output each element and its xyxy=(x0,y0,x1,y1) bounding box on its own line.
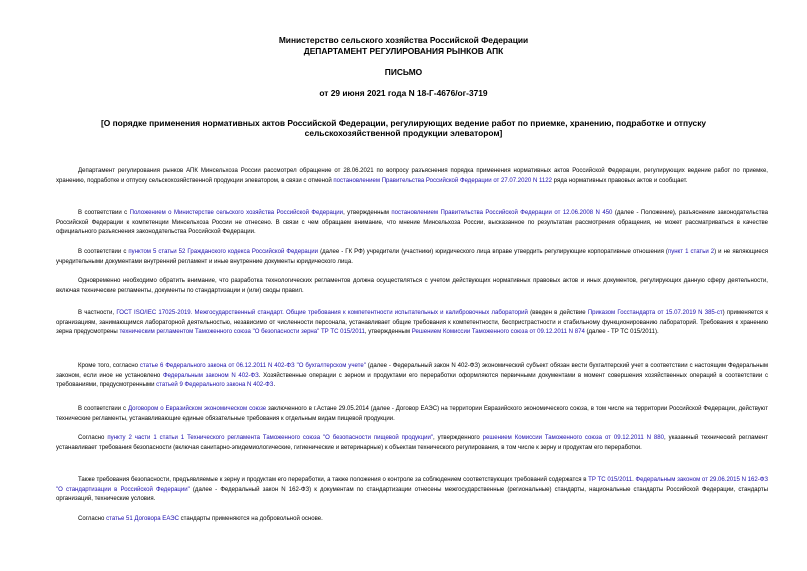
paragraph-text: Департамент регулирования рынков АПК Минсельхоза России рассмотрел обращение от 28.06.2021 по вопросу разъяснения порядка применения нормативных актов Российской Федерации, регулирующих ведение работ по приемке, хранению, подработке и отпуску сельскохозяйственной продукции элеватором, в связи с отменой xyxy=(56,168,768,184)
document-date-number: от 29 июня 2021 года N 18-Г-4676/ог-3719 xyxy=(319,88,488,98)
paragraph xyxy=(56,277,768,296)
paragraph-text: Одновременно необходимо обратить внимание, что разработка технологических регламентов должна осуществляться с учетом действующих нормативных правовых актов и иных документов, регулирующих данную сферу деятельности, включая технические регламенты, документы по стандартизации и (или) своды правил. xyxy=(56,278,768,294)
paragraph-text: В соответствии с xyxy=(78,249,129,255)
document-link[interactable]: пункту 2 части 1 статьи 1 Технического регламента Таможенного союза "О безопасности пищевой продукции" xyxy=(107,435,434,441)
document-title-line-1: [О порядке применения нормативных актов Российской Федерации, регулирующих ведение работ по приемке, хранению, подработке и отпуску xyxy=(100,118,707,128)
paragraph-text: Согласно xyxy=(78,435,108,441)
paragraph xyxy=(56,309,768,338)
document-link[interactable]: постановлением Правительства Российской Федерации от 12.06.2008 N 450 xyxy=(391,210,613,216)
paragraph-text: ) и не являющиеся учредительными документами внутренний регламент и иные внутренние документы юридического лица. xyxy=(56,249,769,265)
document-link[interactable]: Федеральным законом N 402-ФЗ xyxy=(162,372,259,379)
ministry-name: Министерство сельского хозяйства Российской Федерации xyxy=(278,35,529,45)
paragraph xyxy=(56,434,768,453)
paragraph-text: Согласно xyxy=(78,516,107,522)
document-link[interactable]: статье 6 Федерального закона от 06.12.2011 N 402-ФЗ "О бухгалтерском учете" xyxy=(139,363,366,369)
department-name: ДЕПАРТАМЕНТ РЕГУЛИРОВАНИЯ РЫНКОВ АПК xyxy=(303,46,504,56)
document-link[interactable]: пунктом 5 статьи 52 Гражданского кодекса Российской Федерации xyxy=(128,249,319,255)
paragraph-text: ряда нормативных правовых актов и сообщает. xyxy=(552,177,688,184)
document-link[interactable]: Положением о Министерстве сельского хозяйства Российской Федерации xyxy=(129,210,344,216)
paragraph-text: , указанный технический регламент устанавливает требования безопасности (включая санитарно-эпидемиологические, гигиенические и ветеринарные) к объектам технического регулирования, в том числе к зерну и продуктам его переработки. xyxy=(56,435,768,451)
document-link[interactable]: техническим регламентом Таможенного союза "О безопасности зерна" ТР ТС 015/2011 xyxy=(119,329,365,336)
paragraph-text: , утвержденного xyxy=(433,435,483,441)
paragraph xyxy=(56,405,768,424)
paragraph-text: . xyxy=(273,382,276,389)
paragraph-text: , утвержденным xyxy=(343,210,392,216)
paragraph-text: (далее - Федеральный закон N 162-ФЗ) к документам по стандартизации отнесены межгосударственные (региональные) стандарты, национальные стандарты Российской Федерации, стандарты организаций, технические условия. xyxy=(56,486,768,503)
document-link[interactable]: Решением Комиссии Таможенного союза от 09.12.2011 N 874 xyxy=(411,329,585,336)
paragraph-text: (далее - Федеральный закон N 402-ФЗ) экономический субъект обязан вести бухгалтерский учет в соответствии с настоящим Федеральным законом, если иное не установлено xyxy=(56,363,768,379)
paragraph-text: ) применяется к организациям, занимающимся лабораторной деятельностью, независимо от численности персонала, устанавливает общие требования к компетентности, беспристрастности и стабильному функционированию лабораторий. Требования к хранению зерна предусмотрены xyxy=(56,310,768,336)
paragraph xyxy=(56,362,768,391)
paragraph-text: В соответствии с xyxy=(78,406,128,412)
paragraph-text: (далее - Положение), разъяснение законодательства Российской Федерации к компетенции Минсельхоза России не отнесено. В связи с чем обращаем внимание, что мнение Минсельхоза России, высказанное по результатам рассмотрения обращения, не может рассматриваться в качестве официального разъяснения законодательства Российской Федерации. xyxy=(56,210,768,236)
document-link[interactable]: решением Комиссии Таможенного союза от 09.12.2011 N 880 xyxy=(482,435,664,441)
document-link[interactable]: Договором о Евразийском экономическом союзе xyxy=(127,406,267,412)
paragraph-text: . Хозяйственные операции с зерном и продуктами его переработки оформляются первичными документами в момент совершения хозяйственных операций в соответствии с требованиями, предусмотренными xyxy=(56,372,769,389)
document-link[interactable]: ГОСТ ISO/IEC 17025-2019. Межгосударственный стандарт. Общие требования к компетентности испытательных и калибровочных лабораторий xyxy=(116,310,528,316)
paragraph-text: Также требования безопасности, предъявляемые к зерну и продуктам его переработки, а также положения о контроле за соблюдением соответствующих требований содержатся в xyxy=(78,477,589,483)
document-link[interactable]: ТР ТС 015/2011 xyxy=(588,477,633,483)
document-link[interactable]: статье 51 Договора ЕАЭС xyxy=(106,516,179,522)
paragraph-text: (введен в действие xyxy=(527,310,588,316)
document-link[interactable]: постановлением Правительства Российской Федерации от 27.07.2020 N 1122 xyxy=(333,177,552,184)
document-link[interactable]: статьей 9 Федерального закона N 402-ФЗ xyxy=(156,382,274,389)
document-link[interactable]: пункт 1 статьи 2 xyxy=(667,249,715,255)
document-title-line-2: сельскохозяйственной продукции элеватором] xyxy=(304,128,503,138)
paragraph xyxy=(56,248,768,267)
paragraph-text: Кроме того, согласно xyxy=(78,363,140,369)
paragraph-text: (далее - ГК РФ) учредители (участники) юридического лица вправе утвердить регулирующие корпоративные отношения ( xyxy=(318,249,668,255)
paragraph-text: заключенного в г.Астане 29.05.2014 (далее - Договор ЕАЭС) на территории Евразийского экономического союза, в том числе на территории Российской Федерации, действуют технические регламенты, устанавливающие единые обязательные требования к отдельным видам пищевой продукции. xyxy=(56,406,768,422)
paragraph xyxy=(56,515,768,525)
paragraph xyxy=(56,209,768,238)
paragraph xyxy=(56,167,768,186)
document-link[interactable]: Приказом Госстандарта от 15.07.2019 N 385-ст xyxy=(587,310,723,316)
paragraph xyxy=(56,476,768,505)
paragraph-text: , утвержденным xyxy=(364,329,412,336)
paragraph-text: стандарты применяются на добровольной основе. xyxy=(178,516,323,522)
paragraph-text: В частности, xyxy=(78,310,117,316)
document-link[interactable]: Федеральным законом от 29.06.2015 N 162-ФЗ "О стандартизации в Российской Федерации" xyxy=(56,477,769,493)
paragraph-text: . xyxy=(632,477,636,483)
paragraph-text: (далее - ТР ТС 015/2011). xyxy=(584,329,659,336)
paragraph-text: В соответствии с xyxy=(78,210,130,216)
document-type: ПИСЬМО xyxy=(384,67,423,77)
